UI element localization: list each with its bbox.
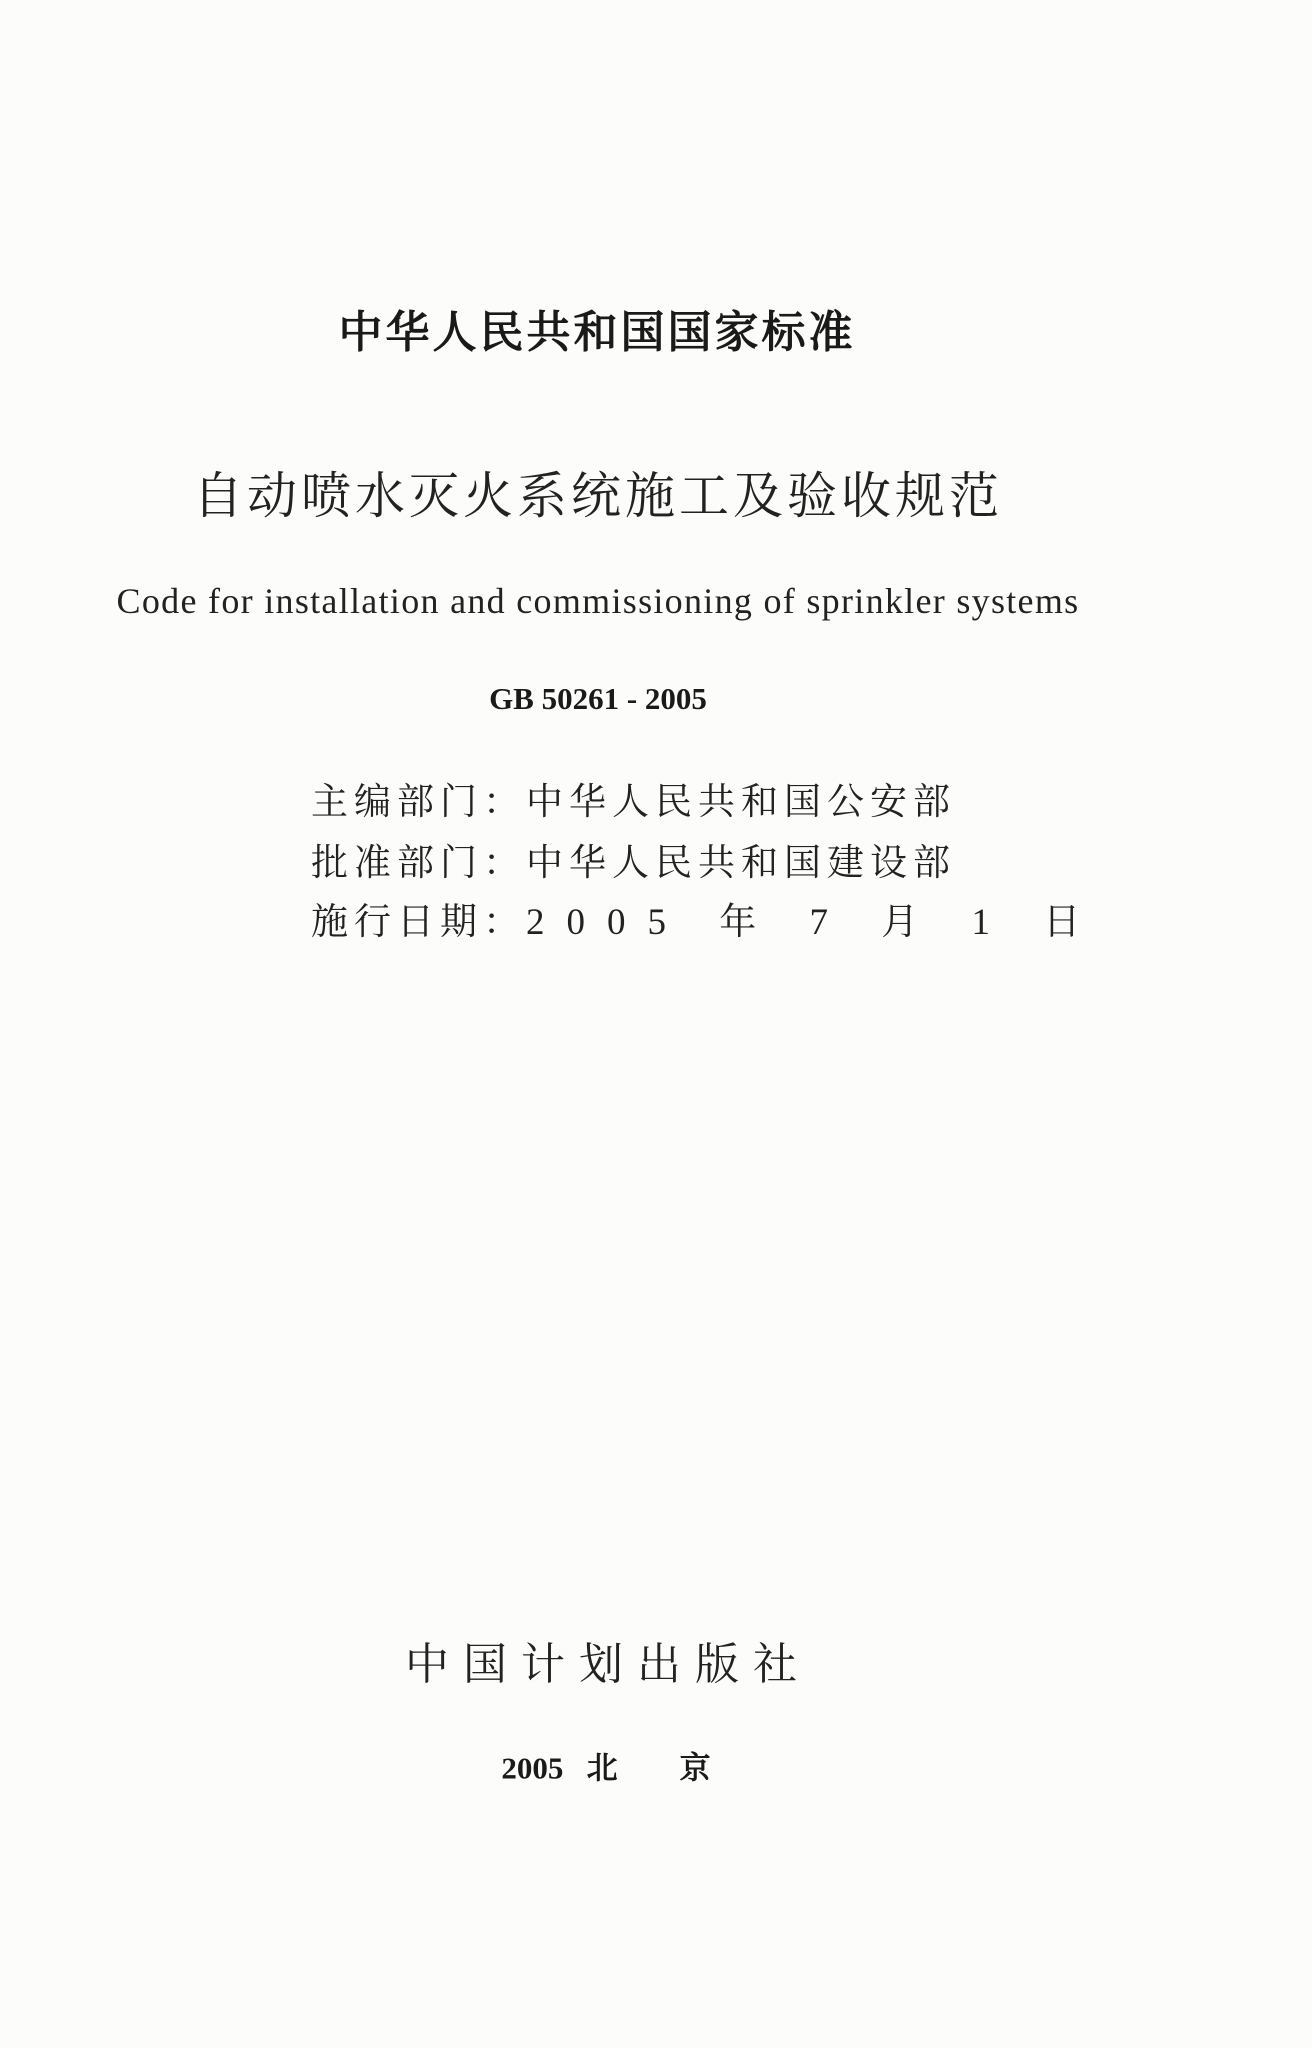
info-label: 主编部门：: [311, 780, 526, 823]
info-row-editor: [311, 771, 956, 825]
standard-type-heading: 中华人民共和国国家标准: [338, 307, 856, 358]
imprint-year: 2005: [501, 1750, 564, 1786]
info-row-approver: [311, 832, 956, 886]
document-title-en: Code for installation and commissioning of sprinkler systems: [116, 581, 1080, 621]
info-value: 中华人民共和国建设部: [526, 841, 956, 884]
publisher: 中国计划出版社: [405, 1639, 811, 1690]
info-value: 中华人民共和国公安部: [526, 780, 956, 823]
info-row-effective-date: [311, 891, 1102, 945]
standard-code: GB 50261 - 2005: [489, 681, 707, 716]
imprint: [501, 1743, 710, 1788]
info-value: 2005 年 7 月 1 日: [526, 902, 1103, 943]
imprint-city: 北 京: [586, 1750, 711, 1787]
info-label: 批准部门：: [311, 841, 526, 884]
info-label: 施行日期：: [311, 900, 526, 943]
document-title-cn: 自动喷水灭火系统施工及验收规范: [193, 467, 1003, 525]
